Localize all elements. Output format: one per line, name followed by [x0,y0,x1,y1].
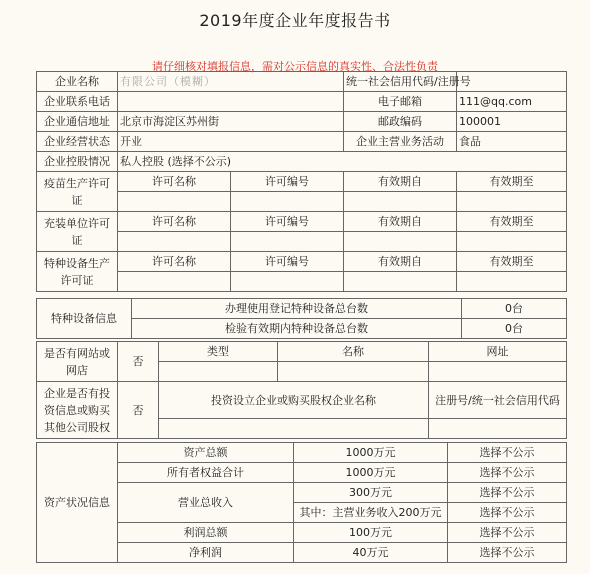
license-cell [118,192,231,212]
credit-code-label: 统一社会信用代码/注册号 [344,72,457,92]
phone-label: 企业联系电话 [37,92,118,112]
holding-label: 企业控股情况 [37,152,118,172]
email-label: 电子邮箱 [344,92,457,112]
license-cell [344,272,457,292]
asset-row-value: 100万元 [294,523,448,543]
status-value: 开业 [118,132,344,152]
license-header-name: 许可名称 [118,212,231,232]
asset-row-value: 1000万元 [294,463,448,483]
asset-row-name: 营业总收入 [118,483,294,523]
investment-code-header: 注册号/统一社会信用代码 [429,382,567,419]
website-cell [159,362,278,382]
asset-row-value: 1000万元 [294,443,448,463]
license-header-from: 有效期自 [344,252,457,272]
special-equipment-label: 特种设备信息 [37,299,132,339]
asset-row-disclose: 选择不公示 [448,543,567,563]
credit-code-value [457,72,567,92]
company-name-value: 有限公司（模糊） [118,72,344,92]
phone-value [118,92,344,112]
license-label: 疫苗生产许可证 [37,172,118,212]
license-header-number: 许可编号 [231,252,344,272]
license-label: 特种设备生产许可证 [37,252,118,292]
investment-name-header: 投资设立企业或购买股权企业名称 [159,382,429,419]
license-cell [457,192,567,212]
main-business-label: 企业主营业务活动 [344,132,457,152]
license-cell [344,232,457,252]
investment-answer: 否 [118,382,159,439]
asset-row-name: 净利润 [118,543,294,563]
license-cell [457,232,567,252]
equipment-row-name: 检验有效期内特种设备总台数 [132,319,462,339]
asset-row-value: 其中：主营业务收入200万元 [294,503,448,523]
license-cell [231,272,344,292]
license-cell [231,192,344,212]
asset-row-name: 所有者权益合计 [118,463,294,483]
status-label: 企业经营状态 [37,132,118,152]
license-header-to: 有效期至 [457,172,567,192]
investment-cell [159,419,429,439]
website-header-type: 类型 [159,342,278,362]
website-investment-table [36,341,567,439]
equipment-row-value: 0台 [462,299,567,319]
asset-row-disclose: 选择不公示 [448,483,567,503]
asset-row-disclose: 选择不公示 [448,443,567,463]
address-label: 企业通信地址 [37,112,118,132]
license-cell [457,272,567,292]
postcode-label: 邮政编码 [344,112,457,132]
license-cell [344,192,457,212]
asset-row-disclose: 选择不公示 [448,463,567,483]
special-equipment-table [36,298,567,339]
website-cell [429,362,567,382]
company-name-label: 企业名称 [37,72,118,92]
equipment-row-value: 0台 [462,319,567,339]
website-label: 是否有网站或网店 [37,342,118,382]
report-title: 2019年度企业年度报告书 [199,11,391,30]
equipment-row-name: 办理使用登记特种设备总台数 [132,299,462,319]
assets-label: 资产状况信息 [37,443,118,563]
investment-label: 企业是否有投资信息或购买其他公司股权 [37,382,118,439]
license-header-to: 有效期至 [457,212,567,232]
license-header-name: 许可名称 [118,172,231,192]
assets-table [36,442,567,563]
email-value: 111@qq.com [457,92,567,112]
verify-notice: 请仔细核对填报信息，需对公示信息的真实性、合法性负责 [152,60,438,73]
asset-row-disclose: 选择不公示 [448,503,567,523]
license-header-from: 有效期自 [344,212,457,232]
postcode-value: 100001 [457,112,567,132]
address-value: 北京市海淀区苏州街 [118,112,344,132]
license-cell [118,232,231,252]
website-header-name: 名称 [278,342,429,362]
license-cell [118,272,231,292]
asset-row-value: 40万元 [294,543,448,563]
license-cell [231,232,344,252]
license-header-number: 许可编号 [231,212,344,232]
license-header-name: 许可名称 [118,252,231,272]
main-business-value: 食品 [457,132,567,152]
website-cell [278,362,429,382]
holding-value: 私人控股 (选择不公示) [118,152,567,172]
license-header-number: 许可编号 [231,172,344,192]
investment-cell [429,419,567,439]
license-header-to: 有效期至 [457,252,567,272]
asset-row-name: 资产总额 [118,443,294,463]
basic-info-table [36,71,567,292]
asset-row-disclose: 选择不公示 [448,523,567,543]
license-header-from: 有效期自 [344,172,457,192]
website-header-url: 网址 [429,342,567,362]
asset-row-name: 利润总额 [118,523,294,543]
asset-row-value: 300万元 [294,483,448,503]
license-label: 充装单位许可证 [37,212,118,252]
website-answer: 否 [118,342,159,382]
